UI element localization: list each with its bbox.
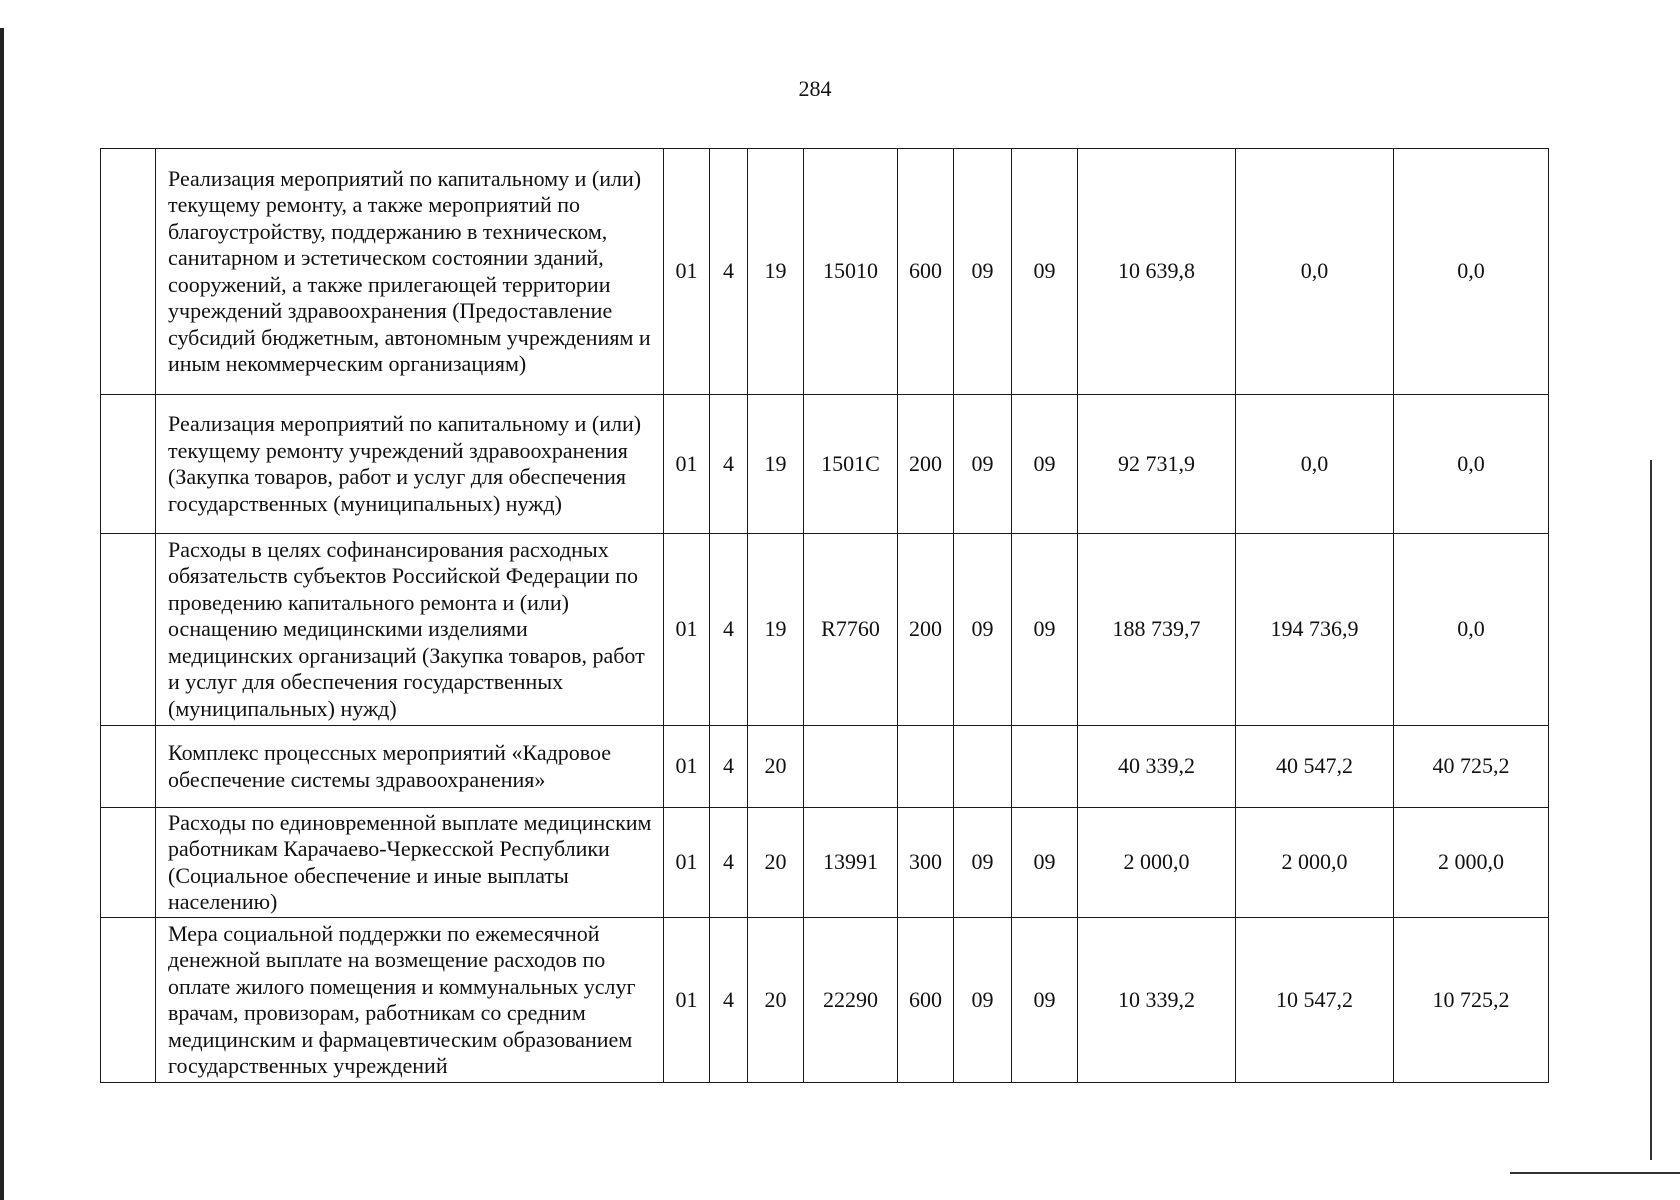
code-section: 09 [954,149,1012,395]
row-name: Комплекс процессных мероприятий «Кадровое обеспечение системы здравоохранения» [156,726,664,808]
amount-year-1: 40 339,2 [1078,726,1236,808]
code-subsection [1012,726,1078,808]
code-program: 01 [664,808,710,918]
amount-year-1: 92 731,9 [1078,395,1236,534]
amount-year-2: 2 000,0 [1236,808,1394,918]
code-expense-type: 600 [898,918,954,1083]
code-section: 09 [954,918,1012,1083]
table-row [101,149,1549,395]
table-row [101,726,1549,808]
table-row [101,808,1549,918]
amount-year-3: 10 725,2 [1394,918,1549,1083]
code-program: 01 [664,534,710,726]
empty-cell [101,726,156,808]
amount-year-3: 2 000,0 [1394,808,1549,918]
code-direction: 1501С [804,395,898,534]
code-section: 09 [954,808,1012,918]
row-name: Мера социальной поддержки по ежемесячной денежной выплате на возмещение расходов по оплате жилого помещения и коммунальных услуг врачам, провизорам, работникам со средним медицинским и фармацевтическим образованием государственных учреждений [156,918,664,1083]
code-expense-type: 200 [898,395,954,534]
code-subprogram: 4 [710,149,748,395]
scan-edge-bottom [1510,1172,1680,1174]
amount-year-3: 0,0 [1394,534,1549,726]
code-section: 09 [954,395,1012,534]
amount-year-2: 40 547,2 [1236,726,1394,808]
scan-edge-left [0,28,4,1200]
amount-year-1: 188 739,7 [1078,534,1236,726]
code-expense-type: 600 [898,149,954,395]
code-direction: 13991 [804,808,898,918]
code-direction: R7760 [804,534,898,726]
code-program: 01 [664,395,710,534]
empty-cell [101,395,156,534]
amount-year-1: 2 000,0 [1078,808,1236,918]
code-subprogram: 4 [710,534,748,726]
code-activity: 20 [748,726,804,808]
table-row [101,918,1549,1083]
row-name: Расходы в целях софинансирования расходных обязательств субъектов Российской Федерации по проведению капитального ремонта и (или) оснащению медицинскими изделиями медицинских организаций (Закупка товаров, работ и услуг для обеспечения государственных (муниципальных) нужд) [156,534,664,726]
empty-cell [101,808,156,918]
amount-year-2: 10 547,2 [1236,918,1394,1083]
page-number: 284 [798,76,832,101]
code-expense-type: 300 [898,808,954,918]
code-subsection: 09 [1012,149,1078,395]
empty-cell [101,534,156,726]
code-subsection: 09 [1012,395,1078,534]
code-subsection: 09 [1012,808,1078,918]
amount-year-3: 0,0 [1394,149,1549,395]
budget-table [100,148,1549,1083]
row-name: Расходы по единовременной выплате медицинским работникам Карачаево-Черкесской Республики (Социальное обеспечение и иные выплаты населению) [156,808,664,918]
code-subprogram: 4 [710,726,748,808]
code-expense-type [898,726,954,808]
table-row [101,395,1549,534]
code-activity: 19 [748,395,804,534]
code-subprogram: 4 [710,918,748,1083]
code-activity: 20 [748,918,804,1083]
code-section [954,726,1012,808]
code-activity: 20 [748,808,804,918]
code-direction: 15010 [804,149,898,395]
row-name: Реализация мероприятий по капитальному и (или) текущему ремонту учреждений здравоохранения (Закупка товаров, работ и услуг для обеспечения государственных (муниципальных) нужд) [156,395,664,534]
code-expense-type: 200 [898,534,954,726]
code-activity: 19 [748,149,804,395]
code-section: 09 [954,534,1012,726]
code-program: 01 [664,918,710,1083]
amount-year-2: 194 736,9 [1236,534,1394,726]
scan-edge-right [1650,460,1652,1160]
code-activity: 19 [748,534,804,726]
amount-year-3: 40 725,2 [1394,726,1549,808]
amount-year-1: 10 639,8 [1078,149,1236,395]
amount-year-2: 0,0 [1236,149,1394,395]
empty-cell [101,149,156,395]
code-subprogram: 4 [710,395,748,534]
code-subprogram: 4 [710,808,748,918]
empty-cell [101,918,156,1083]
row-name: Реализация мероприятий по капитальному и (или) текущему ремонту, а также мероприятий по благоустройству, поддержанию в техническом, санитарном и эстетическом состоянии зданий, сооружений, а также прилегающей территории учреждений здравоохранения (Предоставление субсидий бюджетным, автономным учреждениям и иным некоммерческим организациям) [156,149,664,395]
code-direction [804,726,898,808]
amount-year-3: 0,0 [1394,395,1549,534]
code-program: 01 [664,726,710,808]
code-direction: 22290 [804,918,898,1083]
code-program: 01 [664,149,710,395]
amount-year-2: 0,0 [1236,395,1394,534]
code-subsection: 09 [1012,534,1078,726]
code-subsection: 09 [1012,918,1078,1083]
amount-year-1: 10 339,2 [1078,918,1236,1083]
table-row [101,534,1549,726]
